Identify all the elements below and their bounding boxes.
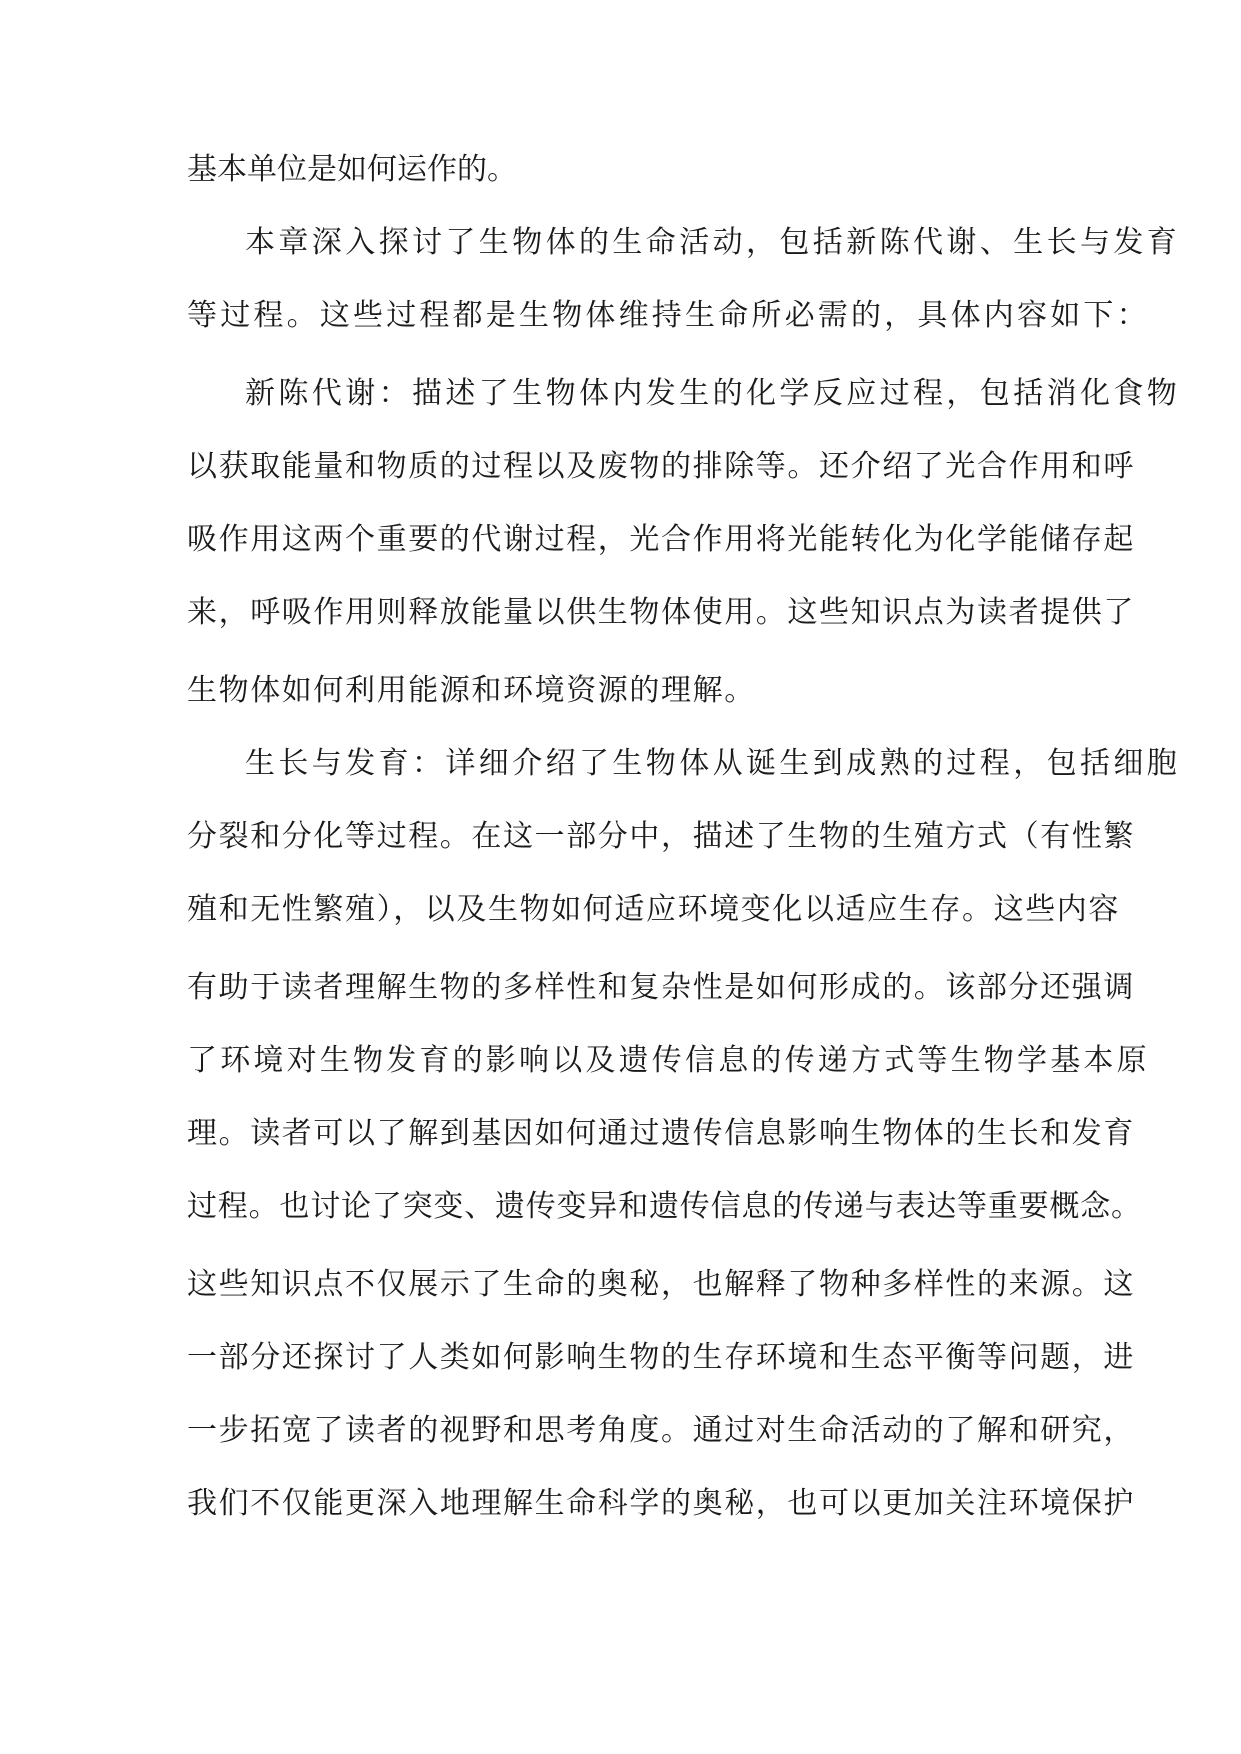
text-line: 过程。也讨论了突变、遗传变异和遗传信息的传递与表达等重要概念。: [187, 1189, 1142, 1224]
text-line: 了环境对生物发育的影响以及遗传信息的传递方式等生物学基本原: [187, 1043, 1150, 1078]
text-line: 吸作用这两个重要的代谢过程，光合作用将光能转化为化学能储存起: [187, 522, 1135, 557]
text-line: 理。读者可以了解到基因如何通过遗传信息影响生物体的生长和发育: [187, 1116, 1135, 1151]
text-line: 一步拓宽了读者的视野和思考角度。通过对生命活动的了解和研究，: [187, 1413, 1135, 1448]
text-line: 生长与发育：详细介绍了生物体从诞生到成熟的过程，包括细胞: [245, 746, 1181, 781]
text-line: 我们不仅能更深入地理解生命科学的奥秘，也可以更加关注环境保护: [187, 1486, 1135, 1521]
text-line: 这些知识点不仅展示了生命的奥秘，也解释了物种多样性的来源。这: [187, 1267, 1135, 1302]
text-line: 一部分还探讨了人类如何影响生物的生存环境和生态平衡等问题，进: [187, 1340, 1135, 1375]
text-line: 来，呼吸作用则释放能量以供生物体使用。这些知识点为读者提供了: [187, 595, 1135, 630]
text-line: 以获取能量和物质的过程以及废物的排除等。还介绍了光合作用和呼: [187, 449, 1135, 484]
text-line: 新陈代谢：描述了生物体内发生的化学反应过程，包括消化食物: [245, 376, 1181, 411]
text-line: 分裂和分化等过程。在这一部分中，描述了生物的生殖方式（有性繁: [187, 819, 1135, 854]
text-line: 生物体如何利用能源和环境资源的理解。: [187, 673, 756, 708]
text-line: 有助于读者理解生物的多样性和复杂性是如何形成的。该部分还强调: [187, 970, 1135, 1005]
text-line: 本章深入探讨了生物体的生命活动，包括新陈代谢、生长与发育: [245, 225, 1181, 260]
text-line: 等过程。这些过程都是生物体维持生命所必需的，具体内容如下：: [187, 298, 1150, 333]
text-line: 殖和无性繁殖），以及生物如何适应环境变化以适应生存。这些内容: [187, 892, 1120, 927]
text-line: 基本单位是如何运作的。: [187, 152, 517, 187]
